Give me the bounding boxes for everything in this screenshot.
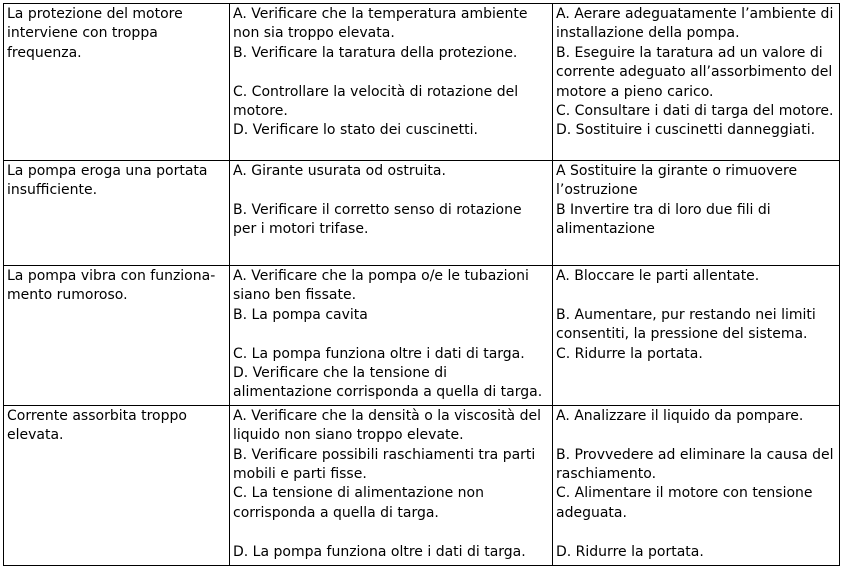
problem-cell — [4, 405, 230, 565]
remedies-cell — [553, 4, 840, 161]
check-item: A. Verificare che la densità o la viscosità del liquido non siano troppo elevate. — [233, 407, 541, 444]
remedies-cell — [553, 161, 840, 266]
spacer — [556, 426, 836, 445]
remedy-item: B. Eseguire la taratura ad un valore di corrente adeguato all’assorbimento del motore a pieno carico. — [556, 44, 833, 100]
check-item: C. La tensione di alimentazione non corrisponda a quella di targa. — [233, 485, 484, 521]
checks-cell — [230, 266, 553, 406]
check-item: B. Verificare la taratura della protezione. — [233, 44, 518, 61]
spacer — [556, 286, 836, 305]
check-item: C. Controllare la velocità di rotazione del motore. — [233, 83, 519, 120]
check-item: D. Verificare lo stato dei cuscinetti. — [233, 122, 478, 139]
table-row — [4, 405, 840, 565]
troubleshooting-table — [3, 3, 840, 566]
check-item: D. La pompa funziona oltre i dati di targa. — [233, 543, 526, 560]
table-row — [4, 266, 840, 406]
remedy-item: B. Provvedere ad eliminare la causa del raschiamento. — [556, 446, 834, 483]
spacer — [233, 63, 549, 82]
spacer — [233, 523, 549, 542]
check-item: C. La pompa funziona oltre i dati di targa. — [233, 345, 525, 362]
problem-text: La protezione del motore interviene con troppa frequenza. — [7, 6, 183, 61]
remedy-item: B. Aumentare, pur restando nei limiti consentiti, la pressione del sistema. — [556, 306, 816, 343]
remedy-item: D. Ridurre la portata. — [556, 543, 704, 560]
check-item: A. Verificare che la temperatura ambiente non sia troppo elevata. — [233, 6, 528, 42]
problem-text: Corrente assorbita troppo elevata. — [7, 407, 187, 444]
remedy-item: C. Consultare i dati di targa del motore. — [556, 103, 834, 120]
checks-cell — [230, 405, 553, 565]
remedy-item: C. Ridurre la portata. — [556, 345, 703, 362]
remedies-cell — [553, 405, 840, 565]
spacer — [233, 325, 549, 344]
checks-cell — [230, 161, 553, 266]
checks-cell — [230, 4, 553, 161]
remedies-cell — [553, 266, 840, 406]
check-item: A. Verificare che la pompa o/e le tubazioni siano ben fissate. — [233, 268, 529, 304]
remedy-item: A. Aerare adeguatamente l’ambiente di installazione della pompa. — [556, 6, 834, 42]
check-item: B. Verificare possibili raschiamenti tra parti mobili e parti fisse. — [233, 446, 536, 483]
remedy-item: A. Bloccare le parti allentate. — [556, 268, 760, 284]
remedy-item: B Invertire tra di loro due fili di alimentazione — [556, 201, 771, 238]
check-item: B. Verificare il corretto senso di rotazione per i motori trifase. — [233, 201, 522, 238]
remedy-item: D. Sostituire i cuscinetti danneggiati. — [556, 122, 816, 139]
check-item: A. Girante usurata od ostruita. — [233, 163, 446, 179]
problem-text: La pompa eroga una portata insufficiente. — [7, 163, 208, 199]
problem-cell — [4, 4, 230, 161]
remedy-item: A Sostituire la girante o rimuovere l’ostruzione — [556, 163, 798, 199]
table-row — [4, 4, 840, 161]
remedy-item: A. Analizzare il liquido da pompare. — [556, 407, 804, 424]
spacer — [233, 181, 549, 200]
problem-cell — [4, 161, 230, 266]
check-item: B. La pompa cavita — [233, 306, 368, 323]
table-row — [4, 161, 840, 266]
check-item: D. Verificare che la tensione di alimentazione corrisponda a quella di targa. — [233, 365, 543, 401]
spacer — [556, 523, 836, 542]
remedy-item: C. Alimentare il motore con tensione adeguata. — [556, 485, 813, 521]
problem-text: La pompa vibra con funziona-mento rumoroso. — [7, 268, 216, 304]
problem-cell — [4, 266, 230, 406]
